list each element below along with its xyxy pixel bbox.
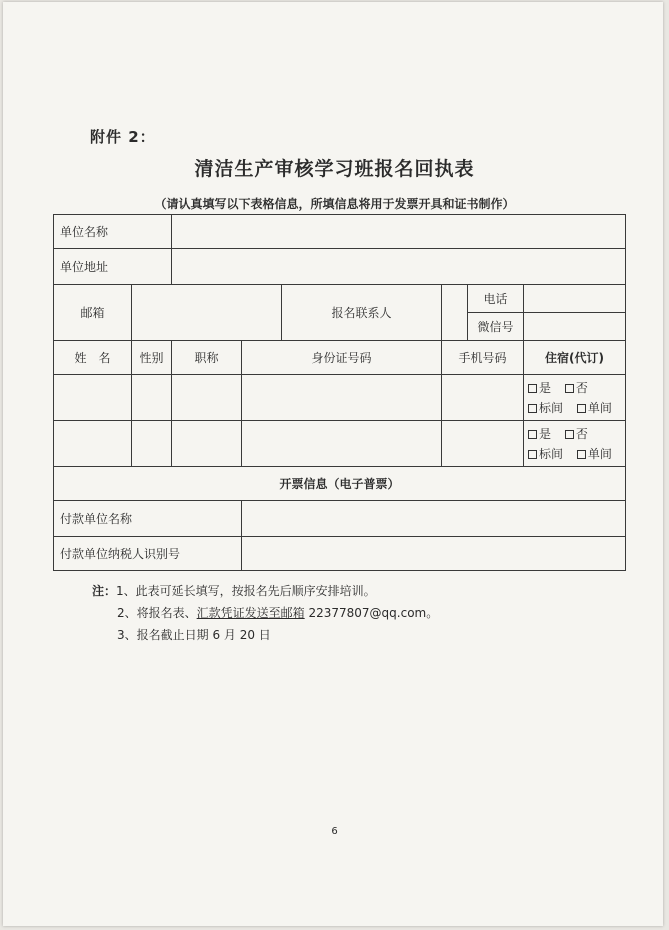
notes-label: 注：	[92, 584, 117, 598]
unit-address-field[interactable]	[172, 249, 626, 285]
lodging-standard-option[interactable]: 标间	[528, 401, 563, 415]
form-title: 清洁生产审核学习班报名回执表	[194, 158, 475, 180]
contact-field[interactable]	[442, 285, 468, 341]
row-column-headers	[54, 341, 626, 375]
col-lodging: 住宿(代订)	[524, 341, 626, 375]
col-name: 姓 名	[54, 341, 132, 375]
attendee-row	[54, 421, 626, 467]
note-1-text: 1、此表可延长填写，按报名先后顺序安排培训。	[116, 584, 376, 598]
unit-name-field[interactable]	[172, 215, 626, 249]
checkbox-icon[interactable]	[577, 404, 586, 413]
lodging-yes-option[interactable]: 是	[528, 381, 551, 395]
row-payer-name	[54, 501, 626, 537]
row-unit-address	[54, 249, 626, 285]
lodging-single-option[interactable]: 单间	[577, 401, 612, 415]
phone-field[interactable]	[524, 285, 626, 313]
attendee-position-field[interactable]	[172, 421, 242, 467]
unit-name-label: 单位名称	[54, 215, 172, 249]
attendee-name-field[interactable]	[54, 375, 132, 421]
col-position: 职称	[172, 341, 242, 375]
checkbox-icon[interactable]	[528, 384, 537, 393]
form-subtitle: （请认真填写以下表格信息，所填信息将用于发票开具和证书制作）	[154, 197, 515, 211]
checkbox-icon[interactable]	[528, 450, 537, 459]
page-number: 6	[331, 826, 338, 837]
checkbox-icon[interactable]	[565, 430, 574, 439]
postcode-field[interactable]	[132, 285, 282, 341]
payer-name-field[interactable]	[242, 501, 626, 537]
row-payer-tax-id	[54, 537, 626, 571]
registration-table	[53, 214, 626, 571]
contact-label: 报名联系人	[282, 285, 442, 341]
attendee-row	[54, 375, 626, 421]
payer-name-label: 付款单位名称	[54, 501, 242, 537]
attachment-label: 附件 2：	[90, 128, 156, 146]
note-2	[92, 602, 438, 624]
lodging-yes-option[interactable]: 是	[528, 427, 551, 441]
lodging-no-option[interactable]: 否	[565, 427, 588, 441]
row-invoice-header	[54, 467, 626, 501]
note-1	[92, 580, 438, 602]
lodging-options	[524, 375, 626, 421]
col-mobile: 手机号码	[442, 341, 524, 375]
col-id-number: 身份证号码	[242, 341, 442, 375]
wechat-label: 微信号	[468, 313, 524, 341]
note-3: 3、报名截止日期 6 月 20 日	[117, 628, 271, 642]
attendee-name-field[interactable]	[54, 421, 132, 467]
lodging-single-option[interactable]: 单间	[577, 447, 612, 461]
payer-tax-id-field[interactable]	[242, 537, 626, 571]
row-contact-1	[54, 285, 626, 313]
wechat-field[interactable]	[524, 313, 626, 341]
phone-label: 电话	[468, 285, 524, 313]
lodging-standard-option[interactable]: 标间	[528, 447, 563, 461]
note-2-prefix: 2、将报名表、	[117, 606, 197, 620]
invoice-header: 开票信息（电子普票）	[54, 467, 626, 501]
lodging-options	[524, 421, 626, 467]
checkbox-icon[interactable]	[565, 384, 574, 393]
payer-tax-id-label: 付款单位纳税人识别号	[54, 537, 242, 571]
note-2-link[interactable]: 汇款凭证发送至邮箱	[196, 606, 305, 620]
attendee-mobile-field[interactable]	[442, 421, 524, 467]
postcode-label: 邮箱	[54, 285, 132, 341]
checkbox-icon[interactable]	[528, 430, 537, 439]
notes-section	[92, 580, 438, 646]
attendee-id-field[interactable]	[242, 421, 442, 467]
unit-address-label: 单位地址	[54, 249, 172, 285]
checkbox-icon[interactable]	[577, 450, 586, 459]
note-2-suffix: 22377807@qq.com。	[304, 606, 439, 620]
attendee-id-field[interactable]	[242, 375, 442, 421]
attendee-position-field[interactable]	[172, 375, 242, 421]
attendee-gender-field[interactable]	[132, 375, 172, 421]
attendee-gender-field[interactable]	[132, 421, 172, 467]
row-unit-name	[54, 215, 626, 249]
checkbox-icon[interactable]	[528, 404, 537, 413]
lodging-no-option[interactable]: 否	[565, 381, 588, 395]
attendee-mobile-field[interactable]	[442, 375, 524, 421]
col-gender: 性别	[132, 341, 172, 375]
